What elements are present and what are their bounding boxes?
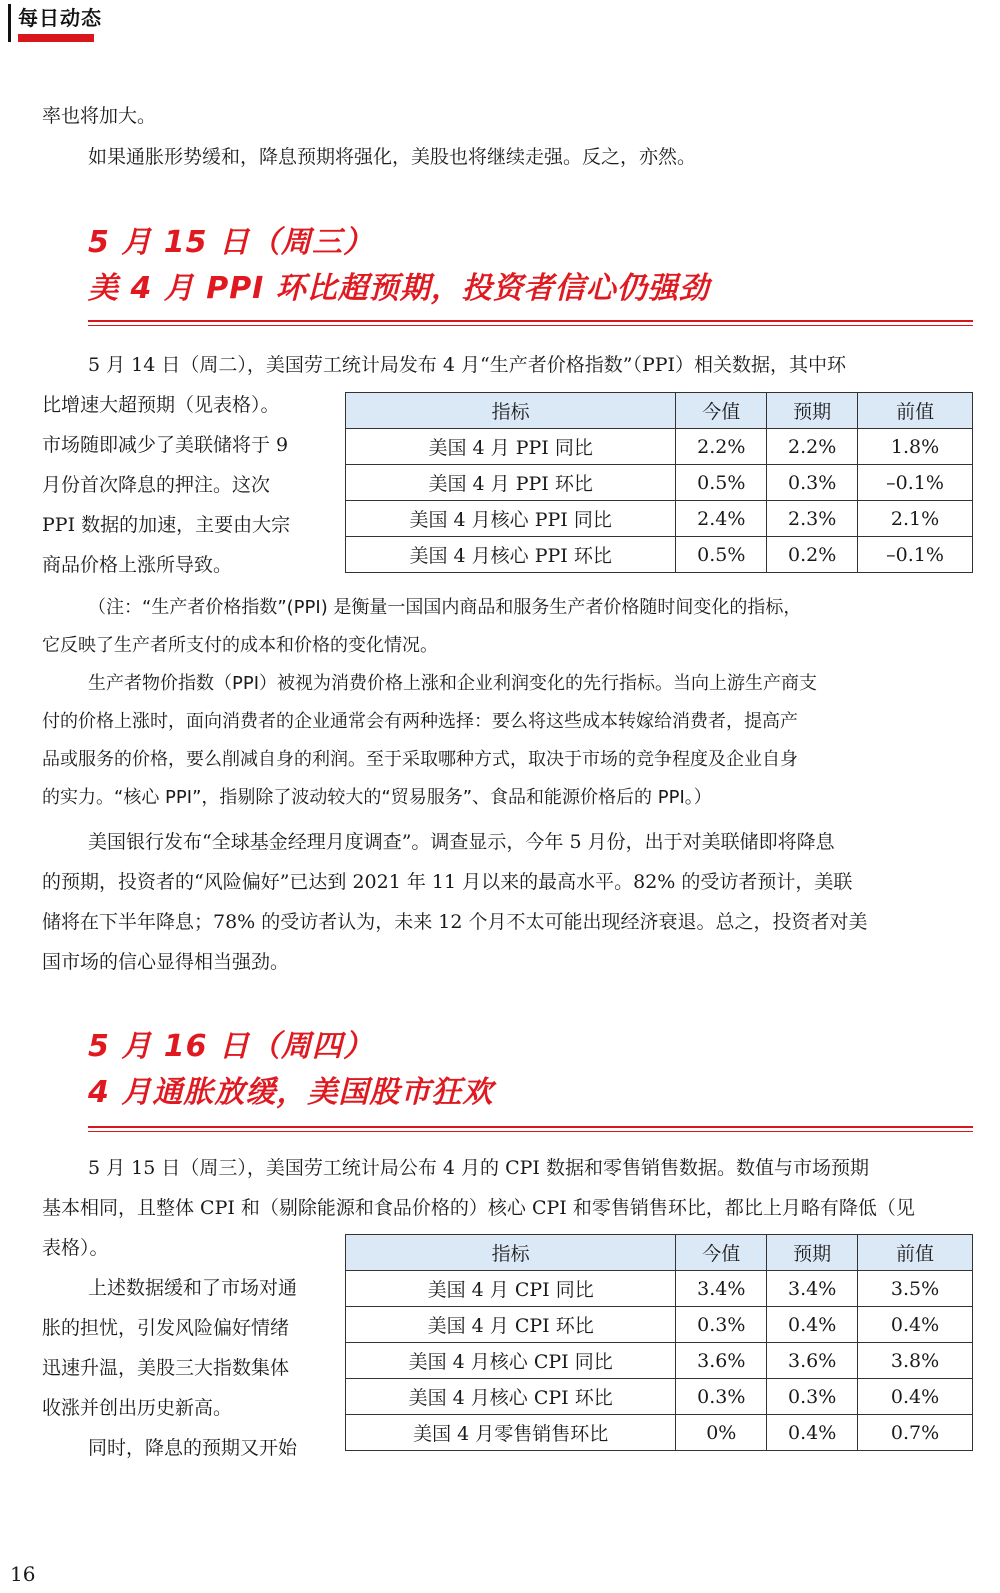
table-cell: 0.3% <box>767 465 858 501</box>
table-cell: 美国 4 月核心 CPI 同比 <box>346 1343 676 1379</box>
table-cell: 美国 4 月核心 PPI 环比 <box>346 537 676 573</box>
table-cell: 2.3% <box>767 501 858 537</box>
header-red-bar <box>18 34 94 42</box>
table-header-forecast: 预期 <box>767 393 858 429</box>
section2-title-line1: 5 月 16 日（周四） <box>88 1029 374 1064</box>
table-header-row <box>346 393 973 429</box>
table-cell: 2.2% <box>767 429 858 465</box>
table-row <box>346 1379 973 1415</box>
table-cell: 美国 4 月 PPI 环比 <box>346 465 676 501</box>
table-row <box>346 501 973 537</box>
table-cell: 0.4% <box>858 1379 973 1415</box>
table-cell: 0.4% <box>858 1307 973 1343</box>
table-cell: 2.2% <box>676 429 767 465</box>
table-cell: 0.3% <box>676 1379 767 1415</box>
table-cell: 美国 4 月 CPI 同比 <box>346 1271 676 1307</box>
table-header-previous: 前值 <box>858 393 973 429</box>
page-header <box>0 0 1000 48</box>
table-cell: 0% <box>676 1415 767 1451</box>
table-cell: 2.1% <box>858 501 973 537</box>
table-row <box>346 1415 973 1451</box>
table-cell: 0.4% <box>767 1415 858 1451</box>
table-row <box>346 429 973 465</box>
section1-p1-wrap-4: PPI 数据的加速，主要由大宗 <box>42 514 291 536</box>
note-line-5: 品或服务的价格，要么削减自身的利润。至于采取哪种方式，取决于市场的竞争程度及企业自身 <box>42 749 798 770</box>
table-cell: 2.4% <box>676 501 767 537</box>
table-cell: 3.4% <box>767 1271 858 1307</box>
note-line-1: （注：“生产者价格指数”(PPI) 是衡量一国国内商品和服务生产者价格随时间变化的指标， <box>88 597 802 618</box>
section1-p1-wrap-5: 商品价格上涨所导致。 <box>42 554 233 576</box>
table-cell: 0.2% <box>767 537 858 573</box>
table-cell: –0.1% <box>858 537 973 573</box>
table-header-forecast: 预期 <box>767 1235 858 1271</box>
section1-title-line2: 美 4 月 PPI 环比超预期，投资者信心仍强劲 <box>88 271 710 306</box>
cpi-table <box>345 1234 973 1451</box>
table-cell: 0.3% <box>676 1307 767 1343</box>
table-row <box>346 1271 973 1307</box>
note-line-3: 生产者物价指数（PPI）被视为消费价格上涨和企业利润变化的先行指标。当向上游生产商支 <box>88 673 818 694</box>
header-bar <box>8 4 11 42</box>
section2-p1-wrap-2: 上述数据缓和了市场对通 <box>88 1277 298 1299</box>
table-cell: 0.4% <box>767 1307 858 1343</box>
table-row <box>346 1343 973 1379</box>
table-header-previous: 前值 <box>858 1235 973 1271</box>
table-cell: 3.4% <box>676 1271 767 1307</box>
note-line-4: 付的价格上涨时，面向消费者的企业通常会有两种选择：要么将这些成本转嫁给消费者，提高产 <box>42 711 798 732</box>
table-cell: 0.5% <box>676 537 767 573</box>
ppi-table <box>345 392 973 573</box>
section1-p2-line4: 国市场的信心显得相当强劲。 <box>42 951 290 973</box>
table-header-indicator: 指标 <box>346 393 676 429</box>
intro-line-2: 如果通胀形势缓和，降息预期将强化，美股也将继续走强。反之，亦然。 <box>88 146 697 168</box>
table-cell: 美国 4 月零售销售环比 <box>346 1415 676 1451</box>
section2-rule <box>88 1126 973 1132</box>
section2-p1-wrap-6: 同时，降息的预期又开始 <box>88 1437 298 1459</box>
table-cell: –0.1% <box>858 465 973 501</box>
section1-rule <box>88 320 973 326</box>
page-number: 16 <box>10 1562 36 1586</box>
table-cell: 3.5% <box>858 1271 973 1307</box>
table-row <box>346 465 973 501</box>
section2-p1-wrap-5: 收涨并创出历史新高。 <box>42 1397 233 1419</box>
section2-p1-wrap-4: 迅速升温，美股三大指数集体 <box>42 1357 290 1379</box>
table-row <box>346 1307 973 1343</box>
section2-p1-wrap-1: 表格）。 <box>42 1237 109 1259</box>
table-cell: 3.8% <box>858 1343 973 1379</box>
table-cell: 1.8% <box>858 429 973 465</box>
note-line-2: 它反映了生产者所支付的成本和价格的变化情况。 <box>42 635 438 656</box>
section1-p2-line3: 储将在下半年降息；78% 的受访者认为，未来 12 个月不太可能出现经济衰退。总之，投资者对美 <box>42 911 868 933</box>
table-header-indicator: 指标 <box>346 1235 676 1271</box>
section2-p1-line2: 基本相同，且整体 CPI 和（剔除能源和食品价格的）核心 CPI 和零售销售环比，都比上月略有降低（见 <box>42 1197 915 1219</box>
table-cell: 0.5% <box>676 465 767 501</box>
table-cell: 美国 4 月 CPI 环比 <box>346 1307 676 1343</box>
table-cell: 0.3% <box>767 1379 858 1415</box>
section2-p1-wrap-3: 胀的担忧，引发风险偏好情绪 <box>42 1317 290 1339</box>
section1-p1-line1: 5 月 14 日（周二），美国劳工统计局发布 4 月“生产者价格指数”（PPI）相关数据，其中环 <box>88 354 847 376</box>
section2-title-line2: 4 月通胀放缓，美国股市狂欢 <box>88 1075 494 1110</box>
table-header-actual: 今值 <box>676 393 767 429</box>
table-cell: 3.6% <box>767 1343 858 1379</box>
table-header-actual: 今值 <box>676 1235 767 1271</box>
section1-p1-wrap-1: 比增速大超预期（见表格）。 <box>42 394 280 416</box>
note-line-6: 的实力。“核心 PPI”，指剔除了波动较大的“贸易服务”、食品和能源价格后的 PPI。） <box>42 787 712 808</box>
table-cell: 3.6% <box>676 1343 767 1379</box>
table-row <box>346 537 973 573</box>
table-header-row <box>346 1235 973 1271</box>
section1-p2-line2: 的预期，投资者的“风险偏好”已达到 2021 年 11 月以来的最高水平。82% 的受访者预计，美联 <box>42 871 853 893</box>
intro-line-1: 率也将加大。 <box>42 105 157 127</box>
section1-p1-wrap-3: 月份首次降息的押注。这次 <box>42 474 271 496</box>
section2-p1-line1: 5 月 15 日（周三），美国劳工统计局公布 4 月的 CPI 数据和零售销售数据。数值与市场预期 <box>88 1157 869 1179</box>
header-label: 每日动态 <box>18 6 102 30</box>
table-cell: 美国 4 月 PPI 同比 <box>346 429 676 465</box>
section1-p1-wrap-2: 市场随即减少了美联储将于 9 <box>42 434 289 456</box>
section1-p2-line1: 美国银行发布“全球基金经理月度调查”。调查显示，今年 5 月份，出于对美联储即将降息 <box>88 831 835 853</box>
table-cell: 美国 4 月核心 CPI 环比 <box>346 1379 676 1415</box>
section1-title-line1: 5 月 15 日（周三） <box>88 225 374 260</box>
table-cell: 0.7% <box>858 1415 973 1451</box>
table-cell: 美国 4 月核心 PPI 同比 <box>346 501 676 537</box>
